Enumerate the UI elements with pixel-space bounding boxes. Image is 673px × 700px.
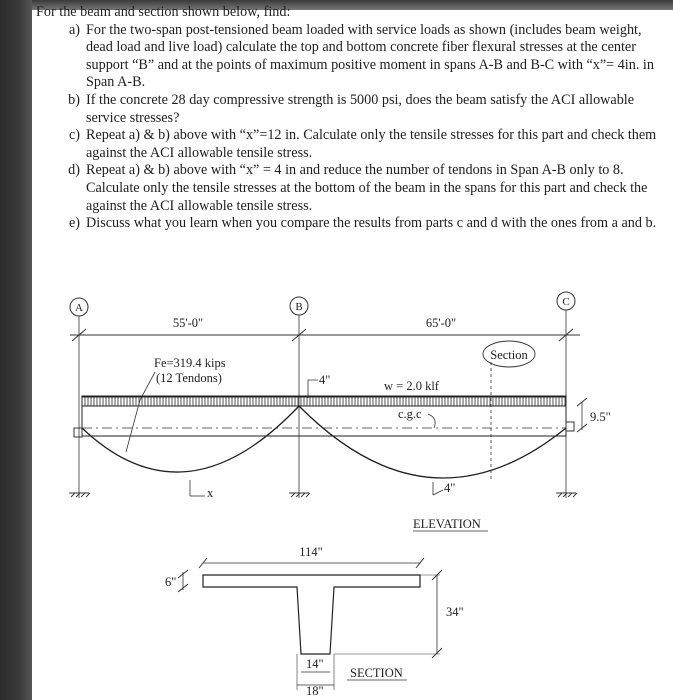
top-offset-label: 4" — [319, 373, 331, 387]
question-text: Repeat a) & b) above with “x”=12 in. Calculate only the tensile stresses for this part and check them against the ACI allowable tensile stress. — [86, 127, 657, 161]
question-text: Discuss what you learn when you compare the results from parts c and d with the ones from a and b. — [86, 215, 657, 232]
depth-label: 34" — [446, 605, 464, 619]
question-letter: d) — [68, 162, 80, 179]
distributed-load-band — [82, 397, 566, 406]
flange-thickness-label: 6" — [165, 575, 177, 589]
tendon-count-label: (12 Tendons) — [156, 371, 222, 385]
flange-width-label: 114" — [299, 545, 323, 559]
support-b-symbol — [289, 493, 310, 497]
question-text: If the concrete 28 day compressive strength is 5000 psi, does the beam satisfy the ACI allowable service stresses? — [86, 91, 635, 126]
question-text: For the two-span post-tensioned beam loaded with service loads as shown (includes beam weight, dead load and live load) calculate the top and bottom concrete fiber flexural stresses at the center support “B” and at the points of maximum positive moment in spans A-B and B-C with “x”= 4in. in Span A-B. — [86, 21, 654, 91]
question-letter: e) — [68, 215, 80, 232]
support-a-label: A — [75, 302, 83, 314]
question-letter: b) — [68, 91, 80, 108]
span-ab-label: 55'-0" — [172, 316, 204, 330]
web-bottom-label: 14" — [306, 657, 324, 671]
cgc-label: c.g.c — [398, 407, 422, 421]
bottom-offset-label: 4" — [444, 481, 456, 495]
end-depth-label: 9.5" — [590, 410, 611, 424]
support-c-label: C — [562, 296, 570, 308]
support-c-symbol — [556, 493, 577, 497]
question-letter: a) — [68, 21, 80, 38]
elevation-title: ELEVATION — [413, 517, 481, 531]
t-section-shape — [203, 575, 420, 654]
support-b-label: B — [295, 301, 303, 313]
x-dimension-label: x — [207, 486, 214, 500]
question-text: Repeat a) & b) above with “x” = 4 in and reduce the number of tendons in Span A-B only to 8. Calculate only the tensile stresses at the bottom of the beam in the spans for this part and check the against the ACI allowable tensile stress. — [86, 162, 648, 214]
section-mark-label: Section — [490, 348, 528, 362]
support-a-symbol — [69, 493, 90, 497]
tendon-profile — [82, 406, 566, 478]
prestress-force-label: Fe=319.4 kips — [154, 356, 226, 370]
span-bc-label: 65'-0" — [425, 316, 457, 330]
section-title: SECTION — [350, 666, 403, 680]
intro-text: For the beam and section shown below, find: — [36, 4, 291, 20]
web-top-label: 18" — [306, 684, 324, 698]
question-letter: c) — [68, 127, 80, 144]
load-label: w = 2.0 klf — [384, 379, 439, 393]
